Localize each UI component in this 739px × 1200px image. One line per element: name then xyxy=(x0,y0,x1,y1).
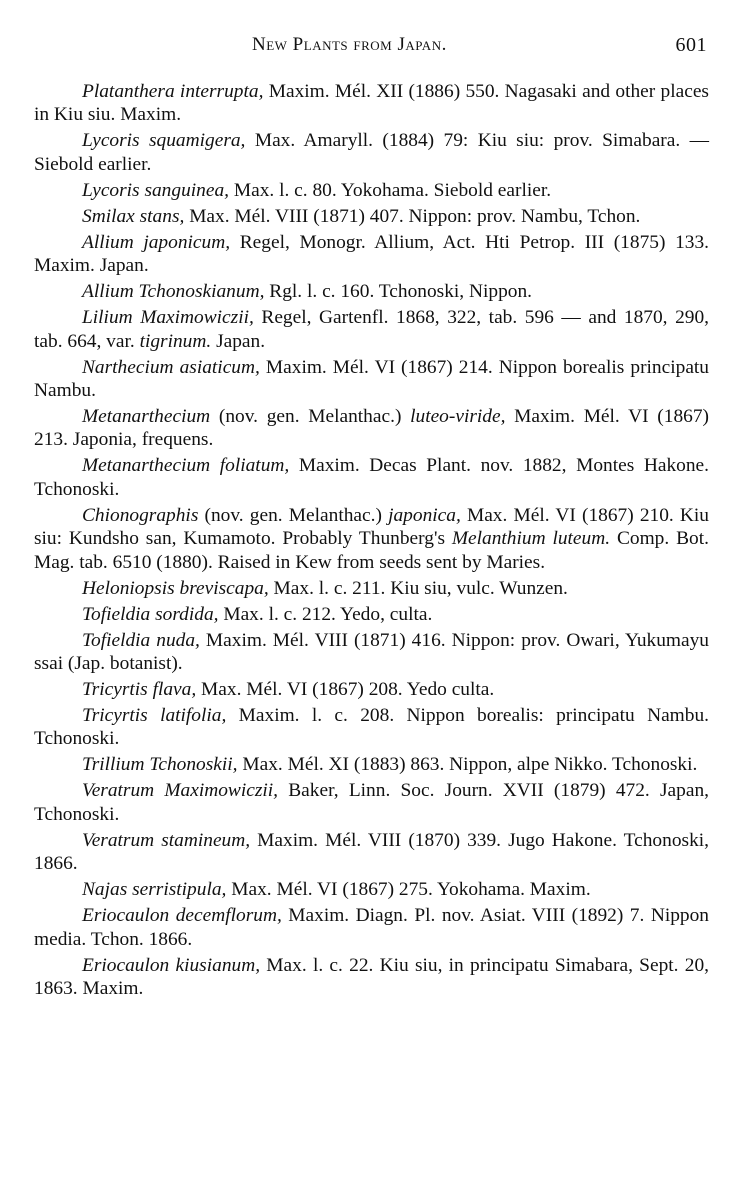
citation-text: Comp. Bot. Mag. tab. 6510 (1880). Raised in Kew from seeds sent by Maries. xyxy=(34,528,709,573)
species-name: Trillium Tchonoskii, xyxy=(82,754,238,776)
citation-text: Japan. xyxy=(211,330,266,352)
citation-text: Baker, Linn. Soc. Journ. XVII (1879) 472. Japan, Tchonoski. xyxy=(34,780,709,825)
species-entry xyxy=(34,878,709,901)
species-entry xyxy=(34,179,709,202)
species-entry xyxy=(34,306,709,353)
species-name: Eriocaulon kiusianum, xyxy=(82,954,261,976)
species-name: Metanarthecium foliatum, xyxy=(82,455,290,477)
species-entry xyxy=(34,954,709,1001)
species-name: Chionographis xyxy=(82,504,199,526)
species-entry xyxy=(34,405,709,452)
species-name: Eriocaulon decemflorum, xyxy=(82,905,282,927)
species-name: Tofieldia sordida, xyxy=(82,603,219,625)
species-name: Najas serristipula, xyxy=(82,879,227,901)
species-entry xyxy=(34,779,709,826)
citation-text: Maxim. Mél. VIII (1871) 416. Nippon: prov. Owari, Yukumayu ssai (Jap. botanist). xyxy=(34,629,709,675)
species-name: Allium japonicum, xyxy=(82,231,231,253)
species-name: Platanthera interrupta, xyxy=(82,81,264,102)
citation-text: Max. Mél. XI (1883) 863. Nippon, alpe Nikko. Tchonoski. xyxy=(237,754,698,776)
species-name: Tricyrtis flava, xyxy=(82,679,197,701)
running-head: New Plants from Japan. xyxy=(252,34,447,55)
species-name: luteo-viride, xyxy=(410,406,506,428)
species-name: Lycoris sanguinea, xyxy=(82,179,230,201)
citation-text: Maxim. Mél. VIII (1870) 339. Jugo Hakone. Tchonoski, 1866. xyxy=(34,829,709,875)
species-entry xyxy=(34,904,709,951)
species-entry xyxy=(34,280,709,303)
species-name: Melanthium luteum. xyxy=(451,528,611,550)
citation-text: Maxim. Diagn. Pl. nov. Asiat. VIII (1892) 7. Nippon media. Tchon. 1866. xyxy=(34,905,709,950)
species-entry xyxy=(34,504,709,574)
citation-text: Maxim. l. c. 208. Nippon borealis: principatu Nambu. Tchonoski. xyxy=(34,705,709,750)
citation-text: Maxim. Mél. VI (1867) 214. Nippon borealis principatu Nambu. xyxy=(34,356,710,402)
citation-text: Max. Amaryll. (1884) 79: Kiu siu: prov. Simabara. — Siebold earlier. xyxy=(34,130,710,175)
citation-text: Max. Mél. VI (1867) 275. Yokohama. Maxim. xyxy=(226,879,591,901)
species-name: japonica, xyxy=(388,504,461,526)
species-name: Tofieldia nuda, xyxy=(82,629,200,651)
species-name: Heloniopsis breviscapa, xyxy=(82,577,269,599)
species-entry xyxy=(34,829,709,876)
species-entry xyxy=(34,205,709,228)
page-header xyxy=(34,34,709,64)
citation-text: Max. l. c. 212. Yedo, culta. xyxy=(218,603,433,625)
species-name: tigrinum. xyxy=(139,330,212,352)
citation-text: Maxim. Decas Plant. nov. 1882, Montes Hakone. Tchonoski. xyxy=(34,455,709,500)
citation-text: (nov. gen. Melanthac.) xyxy=(198,504,389,526)
citation-text: Regel, Gartenfl. 1868, 322, tab. 596 — and 1870, 290, tab. 664, var. xyxy=(34,307,709,352)
citation-text: Maxim. Mél. XII (1886) 550. Nagasaki and other places in Kiu siu. Maxim. xyxy=(34,81,709,126)
species-entry xyxy=(34,753,709,776)
species-entry xyxy=(34,356,709,403)
citation-text: Max. Mél. VI (1867) 210. Kiu siu: Kundsho san, Kumamoto. Probably Thunberg's xyxy=(34,504,709,550)
species-name: Narthecium asiaticum, xyxy=(82,356,260,378)
species-entry xyxy=(34,577,709,600)
citation-text: Max. l. c. 80. Yokohama. Siebold earlier. xyxy=(229,179,552,201)
species-name: Allium Tchonoskianum, xyxy=(82,281,265,303)
species-entry xyxy=(34,603,709,626)
species-name: Lycoris squamigera, xyxy=(82,130,246,152)
species-name: Veratrum stamineum, xyxy=(82,829,251,851)
citation-text: (nov. gen. Melanthac.) xyxy=(210,406,411,428)
species-name: Veratrum Maximowiczii, xyxy=(82,780,279,802)
citation-text: Max. Mél. VIII (1871) 407. Nippon: prov. Nambu, Tchon. xyxy=(184,205,641,227)
citation-text: Maxim. Mél. VI (1867) 213. Japonia, frequens. xyxy=(34,406,709,451)
species-name: Tricyrtis latifolia, xyxy=(82,705,227,727)
citation-text: Max. l. c. 211. Kiu siu, vulc. Wunzen. xyxy=(268,577,568,599)
species-entry xyxy=(34,704,709,751)
citation-text: Rgl. l. c. 160. Tchonoski, Nippon. xyxy=(264,281,533,303)
species-entry xyxy=(34,80,709,127)
species-name: Metanarthecium xyxy=(82,406,211,428)
species-entry xyxy=(34,231,709,278)
species-entry xyxy=(34,454,709,501)
species-entry xyxy=(34,678,709,701)
species-entry xyxy=(34,629,709,676)
species-entry xyxy=(34,129,709,176)
species-list xyxy=(34,80,709,1001)
citation-text: Max. l. c. 22. Kiu siu, in principatu Simabara, Sept. 20, 1863. Maxim. xyxy=(34,954,709,1000)
species-name: Lilium Maximowiczii, xyxy=(82,307,254,329)
citation-text: Max. Mél. VI (1867) 208. Yedo culta. xyxy=(196,679,495,701)
page-number: 601 xyxy=(675,34,707,56)
citation-text: Regel, Monogr. Allium, Act. Hti Petrop. III (1875) 133. Maxim. Japan. xyxy=(34,231,710,277)
species-name: Smilax stans, xyxy=(82,205,185,227)
